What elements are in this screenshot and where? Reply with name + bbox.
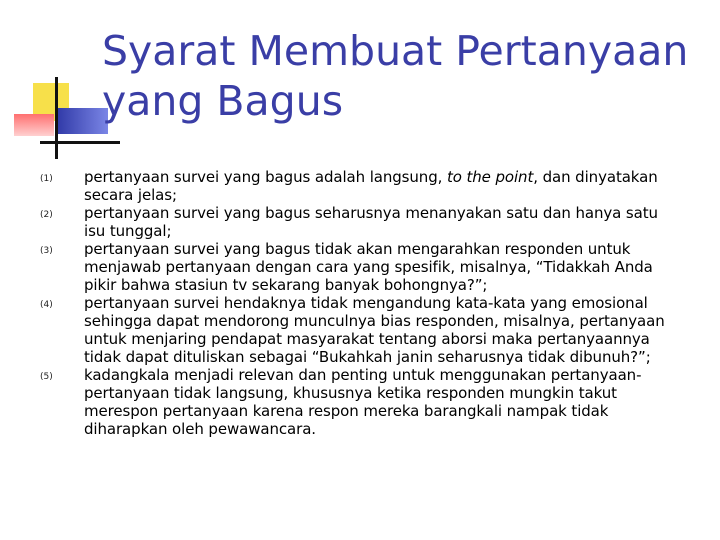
list-item-text	[84, 168, 674, 204]
text-part: , dan dinyatakan secara jelas;	[84, 168, 658, 204]
list-number: (3)	[40, 246, 53, 256]
list-item-text: kadangkala menjadi relevan dan penting untuk menggunakan pertanyaan-pertanyaan tidak langsung, khususnya ketika responden mungkin takut merespon pertanyaan karena respon mereka barangkali nampak tidak diharapkan oleh pewawancara.	[84, 366, 642, 438]
list-number: (2)	[40, 210, 53, 220]
list-number: (1)	[40, 174, 53, 184]
list-item	[0, 294, 720, 366]
logo-red-block	[14, 114, 54, 136]
slide-title	[102, 26, 702, 126]
list-item	[0, 204, 720, 240]
text-emphasis: to the point	[446, 168, 534, 186]
list-item	[0, 240, 720, 294]
list-number: (5)	[40, 372, 53, 382]
list-number: (4)	[40, 300, 53, 310]
list-item-text: pertanyaan survei yang bagus seharusnya menanyakan satu dan hanya satu isu tunggal;	[84, 204, 658, 240]
title-line-1: Syarat Membuat Pertanyaan	[102, 27, 689, 75]
list-item-text: pertanyaan survei hendaknya tidak mengandung kata-kata yang emosional sehingga dapat mendorong munculnya bias responden, misalnya, pertanyaan untuk menjaring pendapat masyarakat tentang aborsi maka pertanyaannya tidak dapat dituliskan sebagai “Bukahkah janin seharusnya tidak dibunuh?”;	[84, 294, 665, 366]
logo-horizontal-line	[40, 141, 120, 144]
text-part: pertanyaan survei yang bagus adalah langsung,	[84, 168, 447, 186]
list-item-text: pertanyaan survei yang bagus tidak akan mengarahkan responden untuk menjawab pertanyaan dengan cara yang spesifik, misalnya, “Tidakkah Anda pikir bahwa stasiun tv sekarang banyak bohongnya?”;	[84, 240, 653, 294]
logo-vertical-line	[55, 77, 58, 159]
list-item	[0, 366, 720, 438]
title-line-2: yang Bagus	[102, 77, 344, 125]
list-item	[0, 168, 720, 204]
numbered-list	[0, 168, 720, 438]
logo-blue-block	[56, 108, 108, 134]
